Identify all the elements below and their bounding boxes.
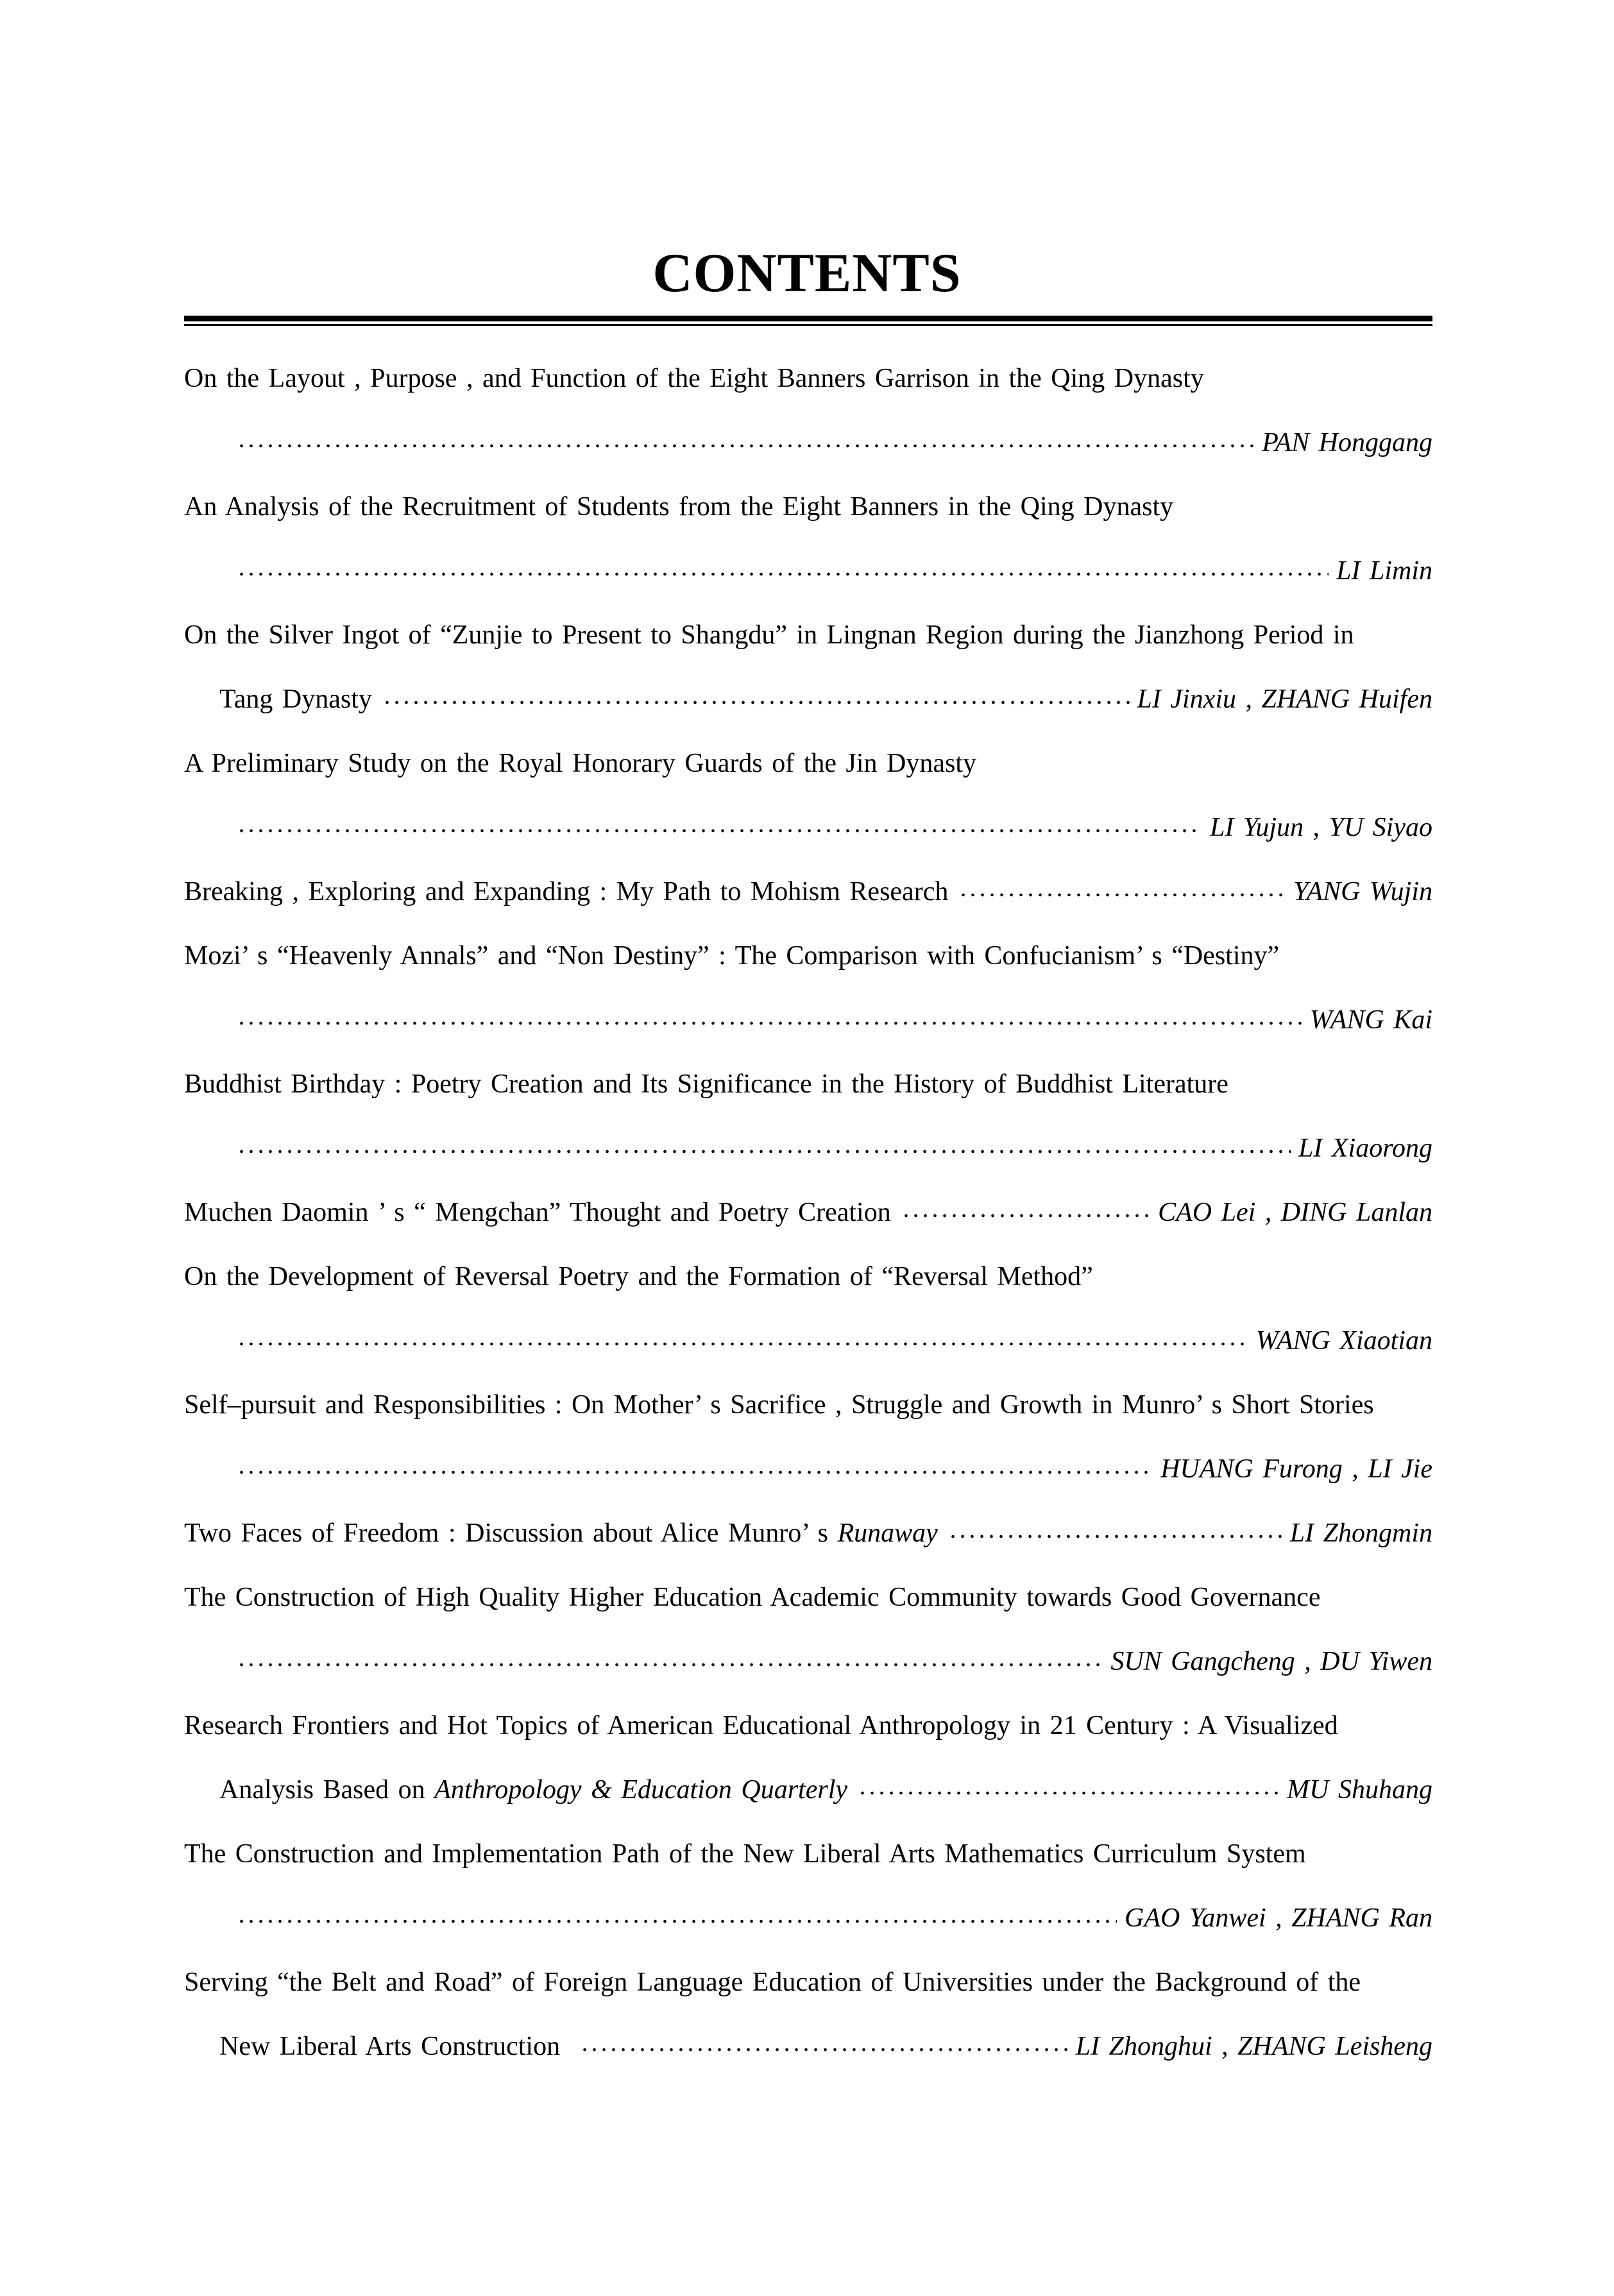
entry-title-text-italic: Anthropology & Education Quarterly	[434, 1775, 848, 1805]
dot-leader	[235, 988, 1302, 1052]
entry-title-text: On the Silver Ingot of “Zunjie to Present to Shangdu” in Lingnan Region during the Jianzhong Period in	[184, 620, 1354, 650]
toc-entry	[184, 1950, 1432, 2079]
entry-title-text: Buddhist Birthday : Poetry Creation and Its Significance in the History of Buddhist Literature	[184, 1069, 1228, 1099]
toc-entry	[184, 1373, 1432, 1501]
toc-entry-line	[184, 1501, 1432, 1565]
dot-leader	[381, 667, 1130, 731]
dot-leader	[957, 860, 1286, 924]
dot-leader	[235, 795, 1202, 860]
entry-title-text: On the Development of Reversal Poetry and the Formation of “Reversal Method”	[184, 1262, 1093, 1291]
title-rule-thin	[184, 324, 1432, 326]
toc-entry-line	[184, 1565, 1432, 1629]
entry-title-text: Tang Dynasty	[219, 685, 372, 714]
dot-leader	[900, 1180, 1150, 1245]
toc-entry-line	[184, 346, 1432, 411]
entry-title-text-italic: Runaway	[837, 1518, 938, 1548]
toc-entry-line	[184, 1245, 1432, 1309]
toc-entry-line	[184, 731, 1432, 795]
dot-leader	[235, 1629, 1103, 1694]
entry-authors: GAO Yanwei , ZHANG Ran	[1125, 1903, 1432, 1933]
entry-authors: LI Yujun , YU Siyao	[1209, 813, 1432, 842]
dot-leader	[235, 1886, 1117, 1950]
toc-entry-line	[184, 1437, 1432, 1501]
entry-title-text: A Preliminary Study on the Royal Honorary Guards of the Jin Dynasty	[184, 749, 977, 778]
entry-authors: LI Zhongmin	[1289, 1518, 1432, 1548]
entry-title-text: The Construction and Implementation Path of the New Liberal Arts Mathematics Curriculum System	[184, 1839, 1306, 1869]
toc-entry-line	[184, 860, 1432, 924]
toc-entry	[184, 860, 1432, 924]
toc-entry	[184, 1052, 1432, 1180]
dot-leader	[235, 411, 1254, 475]
toc-entry	[184, 731, 1432, 860]
toc-entry-line	[184, 1309, 1432, 1373]
toc-entry-line	[184, 667, 1432, 731]
entry-authors: LI Zhonghui , ZHANG Leisheng	[1075, 2032, 1432, 2061]
toc-entry-line	[184, 795, 1432, 860]
dot-leader	[579, 2014, 1068, 2079]
dot-leader	[235, 539, 1329, 603]
toc-entry-line	[184, 539, 1432, 603]
toc-entry-line	[184, 475, 1432, 539]
dot-leader	[235, 1437, 1153, 1501]
toc-entry-line	[184, 2014, 1432, 2079]
toc-entry	[184, 1180, 1432, 1245]
toc-entry	[184, 1565, 1432, 1694]
toc-entry	[184, 1694, 1432, 1822]
toc-entry-line	[184, 1052, 1432, 1116]
dot-leader	[235, 1309, 1248, 1373]
entry-authors: PAN Honggang	[1262, 428, 1432, 457]
toc-entry-line	[184, 1950, 1432, 2014]
entry-title-text: New Liberal Arts Construction	[219, 2032, 570, 2061]
entry-title-text: Self–pursuit and Responsibilities : On Mother’ s Sacrifice , Struggle and Growth in Munro’ s Short Stories	[184, 1390, 1374, 1420]
entry-authors: LI Limin	[1336, 556, 1432, 586]
toc-entry-line	[184, 1180, 1432, 1245]
entry-authors: CAO Lei , DING Lanlan	[1158, 1198, 1432, 1227]
entry-authors: WANG Kai	[1309, 1005, 1432, 1035]
toc-entry-line	[184, 1822, 1432, 1886]
toc-entry	[184, 924, 1432, 1052]
toc-entry-line	[184, 411, 1432, 475]
toc-entry-line	[184, 1373, 1432, 1437]
toc-entry	[184, 346, 1432, 475]
dot-leader	[856, 1758, 1279, 1822]
toc-entry	[184, 1822, 1432, 1950]
entry-title-text: Serving “the Belt and Road” of Foreign Language Education of Universities under the Background of the	[184, 1968, 1361, 1997]
toc-entry	[184, 1245, 1432, 1373]
dot-leader	[947, 1501, 1282, 1565]
toc-entry-line	[184, 1758, 1432, 1822]
entry-authors: SUN Gangcheng , DU Yiwen	[1110, 1647, 1432, 1676]
entry-title-text: Two Faces of Freedom : Discussion about Alice Munro’ s	[184, 1518, 838, 1548]
toc-entry-line	[184, 924, 1432, 988]
toc-entry-line	[184, 1886, 1432, 1950]
title-rule-thick	[184, 316, 1432, 321]
toc-entry-line	[184, 603, 1432, 667]
entry-authors: LI Jinxiu , ZHANG Huifen	[1137, 685, 1432, 714]
toc-entry	[184, 475, 1432, 603]
toc-entry	[184, 1501, 1432, 1565]
toc-entry-line	[184, 1116, 1432, 1180]
entry-title-text: An Analysis of the Recruitment of Students from the Eight Banners in the Qing Dynasty	[184, 492, 1174, 522]
entry-title-text: Analysis Based on	[219, 1775, 435, 1805]
page-title: CONTENTS	[652, 242, 962, 303]
entry-title-text: Mozi’ s “Heavenly Annals” and “Non Destiny” : The Comparison with Confucianism’ s “Destiny”	[184, 941, 1280, 971]
entry-title-text: Research Frontiers and Hot Topics of American Educational Anthropology in 21 Century : A Visualized	[184, 1711, 1338, 1740]
entry-title-text: On the Layout , Purpose , and Function of the Eight Banners Garrison in the Qing Dynasty	[184, 364, 1204, 393]
entry-authors: LI Xiaorong	[1298, 1134, 1432, 1163]
entry-authors: HUANG Furong , LI Jie	[1160, 1454, 1432, 1484]
dot-leader	[235, 1116, 1291, 1180]
entry-title-text: The Construction of High Quality Higher Education Academic Community towards Good Governance	[184, 1583, 1321, 1612]
toc-entry	[184, 603, 1432, 731]
toc-entry-line	[184, 1629, 1432, 1694]
toc-entry-line	[184, 1694, 1432, 1758]
entry-authors: WANG Xiaotian	[1255, 1326, 1432, 1356]
toc-list	[184, 346, 1432, 2079]
toc-entry-line	[184, 988, 1432, 1052]
entry-authors: MU Shuhang	[1287, 1775, 1432, 1805]
entry-title-text: Muchen Daomin ’ s “ Mengchan” Thought and Poetry Creation	[184, 1198, 891, 1227]
entry-title-text: Breaking , Exploring and Expanding : My Path to Mohism Research	[184, 877, 949, 906]
entry-authors: YANG Wujin	[1293, 877, 1432, 906]
